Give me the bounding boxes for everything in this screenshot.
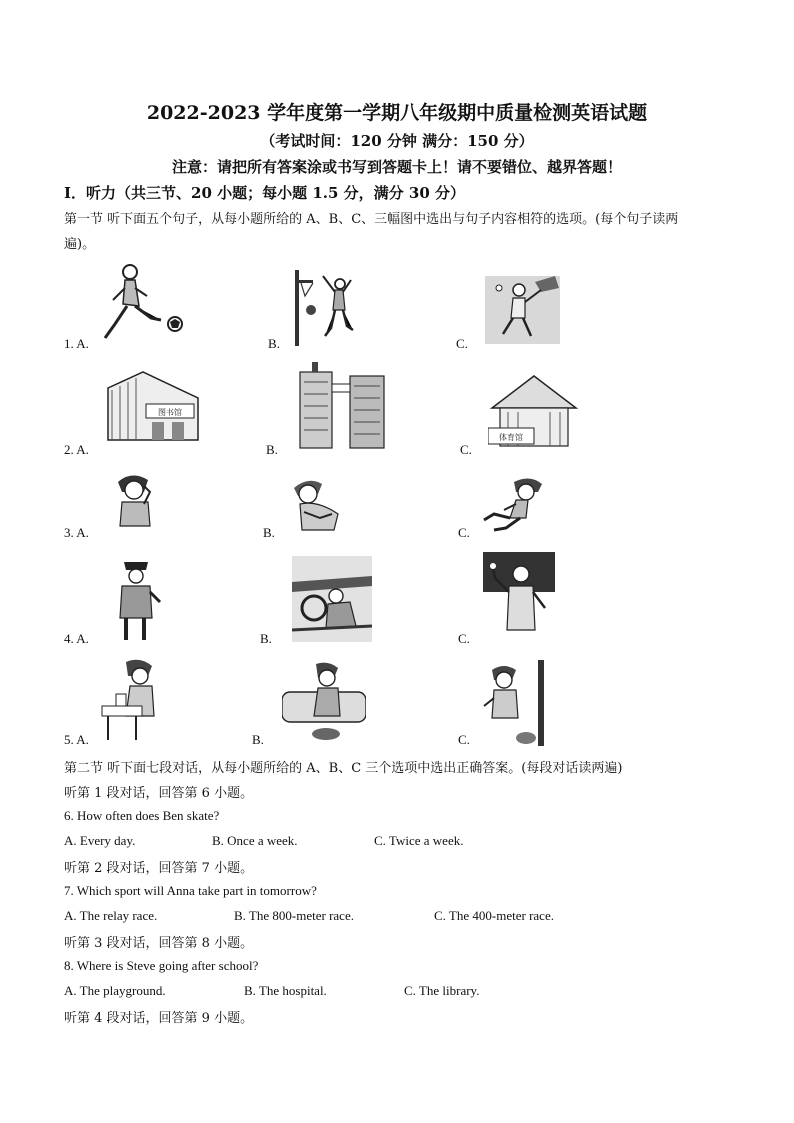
q4-option-b-label: B. (260, 631, 272, 646)
policeman-picture (110, 556, 165, 642)
question-6: 6. How often does Ben skate? (64, 808, 220, 823)
q7-option-b: B. The 800-meter race. (234, 908, 354, 923)
q7-option-a: A. The relay race. (64, 908, 158, 923)
section-heading-listening: Ⅰ．听力（共三节、20 小题；每小题 1.5 分，满分 30 分） (64, 184, 465, 202)
girl-by-door-picture (480, 660, 548, 746)
exam-title: 2022-2023 学年度第一学期八年级期中质量检测英语试题 (146, 102, 648, 124)
boy-playing-basketball-picture (295, 266, 360, 348)
dialogue-4-intro: 听第 4 段对话，回答第 9 小题。 (64, 1011, 254, 1026)
question-8: 8. Where is Steve going after school? (64, 958, 259, 973)
q2-option-a-label: 2. A. (64, 442, 89, 457)
girl-with-toothache-picture (108, 470, 163, 528)
boy-playing-tennis-picture (485, 276, 560, 344)
girl-with-hurt-leg-picture (480, 474, 548, 534)
q3-option-c-label: C. (458, 525, 470, 540)
q1-option-c-label: C. (456, 336, 468, 351)
q5-option-c-label: C. (458, 732, 470, 747)
q4-option-c-label: C. (458, 631, 470, 646)
q8-option-c: C. The library. (404, 983, 480, 998)
q2-option-b-label: B. (266, 442, 278, 457)
q6-option-c: C. Twice a week. (374, 833, 464, 848)
dialogue-2-intro: 听第 2 段对话，回答第 7 小题。 (64, 861, 254, 876)
gym-sign-text: 体育馆 (499, 433, 523, 442)
boy-playing-soccer-picture (95, 262, 190, 344)
question-7: 7. Which sport will Anna take part in tomorrow? (64, 883, 317, 898)
part1-instructions: 第一节 听下面五个句子，从每小题所给的 A、B、C、三幅图中选出与句子内容相符的选项。(每个句子读两 (64, 212, 679, 227)
q6-option-a: A. Every day. (64, 833, 136, 848)
q7-option-c: C. The 400-meter race. (434, 908, 554, 923)
gym-building-picture (488, 372, 580, 452)
q6-option-b: B. Once a week. (212, 833, 298, 848)
library-building-picture (98, 368, 208, 450)
part1-instructions-cont: 遍)。 (64, 237, 96, 252)
q8-option-a: A. The playground. (64, 983, 166, 998)
part2-instructions: 第二节 听下面七段对话，从每小题所给的 A、B、C 三个选项中选出正确答案。(每段对话读两遍) (64, 761, 623, 776)
q1-option-b-label: B. (268, 336, 280, 351)
driver-in-car-picture (292, 556, 372, 642)
q8-option-b: B. The hospital. (244, 983, 327, 998)
teacher-at-blackboard-picture (483, 552, 555, 638)
city-buildings-picture (298, 362, 388, 452)
q5-option-a-label: 5. A. (64, 732, 89, 747)
dialogue-1-intro: 听第 1 段对话，回答第 6 小题。 (64, 786, 254, 801)
girl-on-sofa-picture (282, 660, 366, 744)
exam-notice: 注意：请把所有答案涂或书写到答题卡上！请不要错位、越界答题！ (171, 158, 622, 176)
library-sign-text: 图书馆 (158, 408, 182, 417)
girl-at-desk-picture (98, 656, 166, 742)
q5-option-b-label: B. (252, 732, 264, 747)
q3-option-a-label: 3. A. (64, 525, 89, 540)
girl-with-stomachache-picture (288, 474, 350, 532)
q1-option-a-label: 1. A. (64, 336, 89, 351)
q4-option-a-label: 4. A. (64, 631, 89, 646)
exam-info: （考试时间：120 分钟 满分：150 分） (260, 132, 534, 150)
q3-option-b-label: B. (263, 525, 275, 540)
q2-option-c-label: C. (460, 442, 472, 457)
dialogue-3-intro: 听第 3 段对话，回答第 8 小题。 (64, 936, 254, 951)
